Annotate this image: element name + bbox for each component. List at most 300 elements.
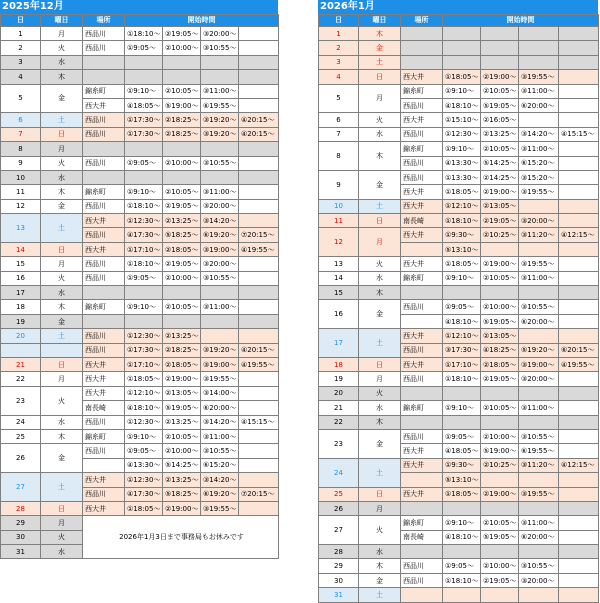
time-cell: ④15:15～: [239, 415, 279, 429]
time-cell: ①12:30～: [125, 415, 163, 429]
time-cell: [481, 55, 519, 69]
time-cell: ③19:55～: [201, 501, 239, 515]
time-cell: [481, 242, 519, 256]
time-cell: ③11:00～: [201, 185, 239, 199]
time-cell: ③11:00～: [519, 516, 559, 530]
table-row: [1, 473, 279, 487]
time-cell: ②19:05～: [481, 372, 519, 386]
time-cell: [559, 473, 599, 487]
time-cell: ③10:55～: [201, 271, 239, 285]
day-cell: 31: [319, 588, 359, 602]
time-cell: [125, 286, 163, 300]
time-cell: ⑦20:15～: [239, 487, 279, 501]
weekday-cell: 木: [41, 300, 83, 314]
table-row: [1, 27, 279, 41]
time-cell: ①18:10～: [443, 372, 481, 386]
time-cell: [559, 257, 599, 271]
time-cell: [239, 401, 279, 415]
time-cell: ③19:55～: [201, 372, 239, 386]
table-row: [1, 300, 279, 314]
weekday-cell: 火: [41, 386, 83, 415]
time-cell: ①18:05～: [443, 70, 481, 84]
weekday-cell: 月: [41, 372, 83, 386]
weekday-cell: 土: [359, 199, 401, 213]
time-cell: ②19:05～: [163, 27, 201, 41]
weekday-cell: 金: [41, 314, 83, 328]
time-cell: ②19:00～: [481, 185, 519, 199]
time-cell: ③19:55～: [519, 257, 559, 271]
time-cell: ④12:15～: [559, 228, 599, 242]
place-cell: 西大井: [83, 242, 125, 256]
place-cell: 西品川: [401, 372, 443, 386]
time-cell: [125, 314, 163, 328]
time-cell: [559, 286, 599, 300]
time-cell: [201, 70, 239, 84]
time-cell: ③14:20～: [201, 415, 239, 429]
time-cell: ⑥20:00～: [519, 314, 559, 328]
place-cell: 錦糸町: [401, 401, 443, 415]
time-cell: ②10:05～: [481, 401, 519, 415]
table-row: [319, 271, 599, 285]
place-cell: [83, 286, 125, 300]
calendar-january: [318, 0, 598, 603]
time-cell: ④18:05～: [443, 444, 481, 458]
day-cell: 30: [1, 530, 41, 544]
time-cell: ⑥19:20～: [201, 228, 239, 242]
time-cell: ③11:00～: [201, 429, 239, 443]
table-row: [1, 372, 279, 386]
time-cell: ④12:15～: [559, 458, 599, 472]
day-cell: 2: [319, 41, 359, 55]
weekday-cell: 月: [359, 84, 401, 113]
time-cell: ②10:00～: [163, 41, 201, 55]
day-cell: 16: [319, 300, 359, 329]
holiday-note: 2026年1月3日まで事務局もお休みです: [83, 516, 279, 559]
time-cell: ③19:00～: [519, 357, 559, 371]
weekday-cell: 金: [359, 573, 401, 587]
time-cell: [519, 41, 559, 55]
day-cell: 10: [319, 199, 359, 213]
table-row: [319, 545, 599, 559]
time-cell: ③10:55～: [201, 444, 239, 458]
time-cell: [559, 142, 599, 156]
time-cell: ①12:10～: [443, 329, 481, 343]
weekday-cell: 金: [359, 300, 401, 329]
time-cell: [559, 242, 599, 256]
time-cell: ①9:10～: [443, 84, 481, 98]
time-cell: ①9:10～: [443, 516, 481, 530]
time-cell: ③19:00～: [201, 242, 239, 256]
time-cell: ②19:05～: [163, 199, 201, 213]
time-cell: [559, 156, 599, 170]
time-cell: [239, 170, 279, 184]
weekday-cell: 日: [41, 242, 83, 256]
day-cell: [1, 343, 41, 357]
schedule-table: [318, 14, 599, 603]
time-cell: ⑤18:25～: [163, 487, 201, 501]
header-place: 場所: [401, 15, 443, 27]
place-cell: 西大井: [83, 501, 125, 515]
time-cell: ③20:00～: [201, 199, 239, 213]
weekday-cell: 月: [359, 372, 401, 386]
time-cell: [559, 530, 599, 544]
weekday-cell: 水: [41, 170, 83, 184]
day-cell: 2: [1, 41, 41, 55]
place-cell: 西品川: [83, 156, 125, 170]
day-cell: 7: [319, 127, 359, 141]
day-cell: 9: [319, 170, 359, 199]
time-cell: ④20:15～: [239, 113, 279, 127]
weekday-cell: 水: [359, 127, 401, 141]
weekday-cell: 日: [359, 487, 401, 501]
month-title: 2025年12月: [0, 0, 278, 14]
time-cell: ③17:30～: [443, 343, 481, 357]
time-cell: [481, 386, 519, 400]
time-cell: ①12:30～: [125, 329, 163, 343]
day-cell: 19: [319, 372, 359, 386]
table-row: [1, 185, 279, 199]
time-cell: ①9:10～: [125, 84, 163, 98]
time-cell: [519, 473, 559, 487]
table-row: [1, 142, 279, 156]
time-cell: [559, 271, 599, 285]
weekday-cell: 水: [359, 271, 401, 285]
time-cell: [239, 429, 279, 443]
table-row: [1, 329, 279, 343]
day-cell: 20: [319, 386, 359, 400]
time-cell: ②18:05～: [481, 357, 519, 371]
weekday-cell: 水: [41, 286, 83, 300]
time-cell: [239, 98, 279, 112]
place-cell: 西品川: [83, 27, 125, 41]
place-cell: 西品川: [83, 199, 125, 213]
weekday-cell: 木: [359, 559, 401, 573]
day-cell: 22: [1, 372, 41, 386]
time-cell: ②19:00～: [481, 70, 519, 84]
place-cell: 西大井: [83, 372, 125, 386]
time-cell: [239, 444, 279, 458]
time-cell: ②10:05～: [481, 142, 519, 156]
table-row: [319, 170, 599, 184]
time-cell: [201, 170, 239, 184]
time-cell: ③14:00～: [201, 386, 239, 400]
time-cell: ⑥15:20～: [519, 156, 559, 170]
time-cell: [163, 286, 201, 300]
time-cell: ②19:05～: [481, 214, 519, 228]
time-cell: ①18:10～: [443, 214, 481, 228]
time-cell: [239, 300, 279, 314]
time-cell: ①18:10～: [443, 573, 481, 587]
time-cell: [481, 41, 519, 55]
place-cell: 錦糸町: [401, 271, 443, 285]
time-cell: ⑤19:05～: [481, 98, 519, 112]
header-weekday: 曜日: [359, 15, 401, 27]
time-cell: [559, 372, 599, 386]
table-row: [319, 386, 599, 400]
place-cell: 西大井: [401, 70, 443, 84]
time-cell: [239, 55, 279, 69]
place-cell: 西品川: [401, 98, 443, 112]
time-cell: ①9:30～: [443, 458, 481, 472]
weekday-cell: 水: [41, 545, 83, 559]
place-cell: 西品川: [83, 444, 125, 458]
weekday-cell: 金: [41, 84, 83, 113]
time-cell: ⑤19:20～: [519, 343, 559, 357]
place-cell: 西品川: [401, 573, 443, 587]
time-cell: ②10:05～: [481, 516, 519, 530]
time-cell: ③10:55～: [519, 559, 559, 573]
time-cell: [559, 84, 599, 98]
day-cell: 14: [319, 271, 359, 285]
time-cell: [519, 199, 559, 213]
time-cell: [559, 113, 599, 127]
time-cell: [481, 27, 519, 41]
time-cell: ②10:00～: [481, 300, 519, 314]
weekday-cell: 日: [41, 357, 83, 371]
time-cell: ①9:05～: [125, 156, 163, 170]
time-cell: [519, 545, 559, 559]
time-cell: ②18:25～: [163, 127, 201, 141]
day-cell: 15: [319, 286, 359, 300]
month-title: 2026年1月: [318, 0, 598, 14]
table-row: [1, 444, 279, 458]
time-cell: ①18:05～: [125, 501, 163, 515]
time-cell: ②18:05～: [163, 242, 201, 256]
place-cell: 西品川: [83, 257, 125, 271]
place-cell: 西大井: [401, 329, 443, 343]
place-cell: [83, 458, 125, 472]
time-cell: ③14:20～: [201, 214, 239, 228]
time-cell: ④18:10～: [443, 530, 481, 544]
day-cell: 17: [319, 329, 359, 358]
calendar-december: [0, 0, 278, 559]
time-cell: [239, 286, 279, 300]
time-cell: [559, 329, 599, 343]
time-cell: ①9:10～: [125, 185, 163, 199]
time-cell: ⑤19:05～: [481, 314, 519, 328]
time-cell: ⑤18:25～: [163, 228, 201, 242]
time-cell: [559, 170, 599, 184]
place-cell: [401, 286, 443, 300]
day-cell: 6: [319, 113, 359, 127]
time-cell: ②10:05～: [163, 185, 201, 199]
weekday-cell: 木: [41, 185, 83, 199]
time-cell: [163, 142, 201, 156]
table-row: [1, 170, 279, 184]
place-cell: [83, 70, 125, 84]
day-cell: 11: [319, 214, 359, 228]
place-cell: 西品川: [83, 228, 125, 242]
time-cell: ②18:25～: [163, 343, 201, 357]
table-row: [1, 214, 279, 228]
place-cell: 西大井: [83, 214, 125, 228]
time-cell: ②13:25～: [163, 329, 201, 343]
weekday-cell: 日: [41, 501, 83, 515]
place-cell: 西品川: [83, 113, 125, 127]
time-cell: ①17:10～: [125, 242, 163, 256]
time-cell: [239, 271, 279, 285]
weekday-cell: 火: [41, 530, 83, 544]
table-row: [1, 386, 279, 400]
time-cell: [239, 257, 279, 271]
weekday-cell: 金: [359, 429, 401, 458]
table-row: [319, 487, 599, 501]
time-cell: [239, 314, 279, 328]
time-cell: [519, 415, 559, 429]
day-cell: 17: [1, 286, 41, 300]
place-cell: 南長崎: [83, 401, 125, 415]
time-cell: ①17:30～: [125, 113, 163, 127]
table-row: [319, 199, 599, 213]
place-cell: 西大井: [83, 357, 125, 371]
time-cell: [239, 473, 279, 487]
table-row: [1, 343, 279, 357]
weekday-cell: 木: [359, 142, 401, 171]
day-cell: 9: [1, 156, 41, 170]
time-cell: ③10:55～: [201, 156, 239, 170]
table-row: [319, 214, 599, 228]
place-cell: 西大井: [401, 228, 443, 242]
time-cell: ②10:05～: [481, 271, 519, 285]
weekday-cell: [41, 343, 83, 357]
day-cell: 24: [1, 415, 41, 429]
place-cell: [401, 545, 443, 559]
weekday-cell: 土: [41, 113, 83, 127]
weekday-cell: 土: [359, 329, 401, 358]
table-row: [1, 415, 279, 429]
time-cell: [519, 242, 559, 256]
table-row: [319, 300, 599, 314]
time-cell: ④13:30～: [443, 156, 481, 170]
time-cell: [443, 588, 481, 602]
time-cell: ③19:20～: [201, 343, 239, 357]
place-cell: [401, 41, 443, 55]
time-cell: [481, 588, 519, 602]
place-cell: 西大井: [401, 113, 443, 127]
time-cell: ④18:10～: [125, 401, 163, 415]
time-cell: [443, 286, 481, 300]
time-cell: ①9:05～: [125, 444, 163, 458]
time-cell: ⑤19:05～: [481, 530, 519, 544]
day-cell: 5: [1, 84, 41, 113]
time-cell: [201, 286, 239, 300]
time-cell: ⑤14:25～: [163, 458, 201, 472]
time-cell: ①9:10～: [443, 271, 481, 285]
place-cell: [401, 415, 443, 429]
place-cell: 錦糸町: [83, 429, 125, 443]
header-weekday: 曜日: [41, 15, 83, 27]
time-cell: [125, 170, 163, 184]
place-cell: 西大井: [401, 444, 443, 458]
schedule-table: [0, 14, 279, 559]
time-cell: ③11:20～: [519, 228, 559, 242]
table-row: [319, 415, 599, 429]
time-cell: ②16:05～: [481, 113, 519, 127]
day-cell: 11: [1, 185, 41, 199]
table-row: [319, 27, 599, 41]
time-cell: ①15:10～: [443, 113, 481, 127]
time-cell: [163, 70, 201, 84]
time-cell: ②13:25～: [163, 214, 201, 228]
time-cell: ①9:10～: [125, 429, 163, 443]
day-cell: 20: [1, 329, 41, 343]
time-cell: ⑤19:00～: [481, 444, 519, 458]
time-cell: ①18:10～: [125, 27, 163, 41]
time-cell: ①17:30～: [125, 127, 163, 141]
time-cell: ⑤19:05～: [163, 401, 201, 415]
table-row: [319, 516, 599, 530]
time-cell: ③11:00～: [201, 300, 239, 314]
time-cell: ③20:00～: [201, 27, 239, 41]
time-cell: ③10:55～: [201, 41, 239, 55]
weekday-cell: 木: [359, 286, 401, 300]
time-cell: ①18:05～: [443, 185, 481, 199]
time-cell: [559, 573, 599, 587]
day-cell: 30: [319, 573, 359, 587]
weekday-cell: 土: [41, 214, 83, 243]
weekday-cell: 火: [41, 271, 83, 285]
table-row: [319, 559, 599, 573]
time-cell: [443, 501, 481, 515]
time-cell: [519, 588, 559, 602]
time-cell: ②18:25～: [163, 113, 201, 127]
time-cell: [201, 314, 239, 328]
table-row: [319, 429, 599, 443]
time-cell: [519, 329, 559, 343]
place-cell: 西品川: [83, 415, 125, 429]
weekday-cell: 月: [41, 142, 83, 156]
time-cell: ①9:05～: [443, 429, 481, 443]
day-cell: 18: [319, 357, 359, 371]
time-cell: [559, 55, 599, 69]
time-cell: ①9:10～: [443, 142, 481, 156]
time-cell: [559, 415, 599, 429]
day-cell: 27: [1, 473, 41, 502]
time-cell: ②18:05～: [163, 357, 201, 371]
time-cell: ②19:00～: [481, 487, 519, 501]
time-cell: ④13:30～: [125, 458, 163, 472]
time-cell: [559, 487, 599, 501]
day-cell: 28: [1, 501, 41, 515]
time-cell: ①9:10～: [125, 300, 163, 314]
table-row: [1, 242, 279, 256]
table-row: [319, 228, 599, 242]
time-cell: ①9:05～: [125, 41, 163, 55]
time-cell: ④19:55～: [559, 357, 599, 371]
time-cell: ②10:00～: [481, 429, 519, 443]
time-cell: [163, 170, 201, 184]
place-cell: 西品川: [83, 41, 125, 55]
time-cell: ①12:30～: [125, 473, 163, 487]
place-cell: 西品川: [83, 487, 125, 501]
place-cell: 西品川: [83, 127, 125, 141]
place-cell: 錦糸町: [83, 300, 125, 314]
time-cell: ②19:00～: [481, 257, 519, 271]
time-cell: ④19:55～: [239, 242, 279, 256]
day-cell: 18: [1, 300, 41, 314]
weekday-cell: 月: [41, 516, 83, 530]
time-cell: ⑥20:00～: [201, 401, 239, 415]
day-cell: 3: [1, 55, 41, 69]
time-cell: ⑥19:55～: [201, 98, 239, 112]
time-cell: [559, 429, 599, 443]
day-cell: 13: [319, 257, 359, 271]
place-cell: 錦糸町: [401, 516, 443, 530]
time-cell: ②10:00～: [163, 271, 201, 285]
day-cell: 12: [319, 228, 359, 257]
place-cell: 錦糸町: [83, 185, 125, 199]
place-cell: 西大井: [83, 98, 125, 112]
